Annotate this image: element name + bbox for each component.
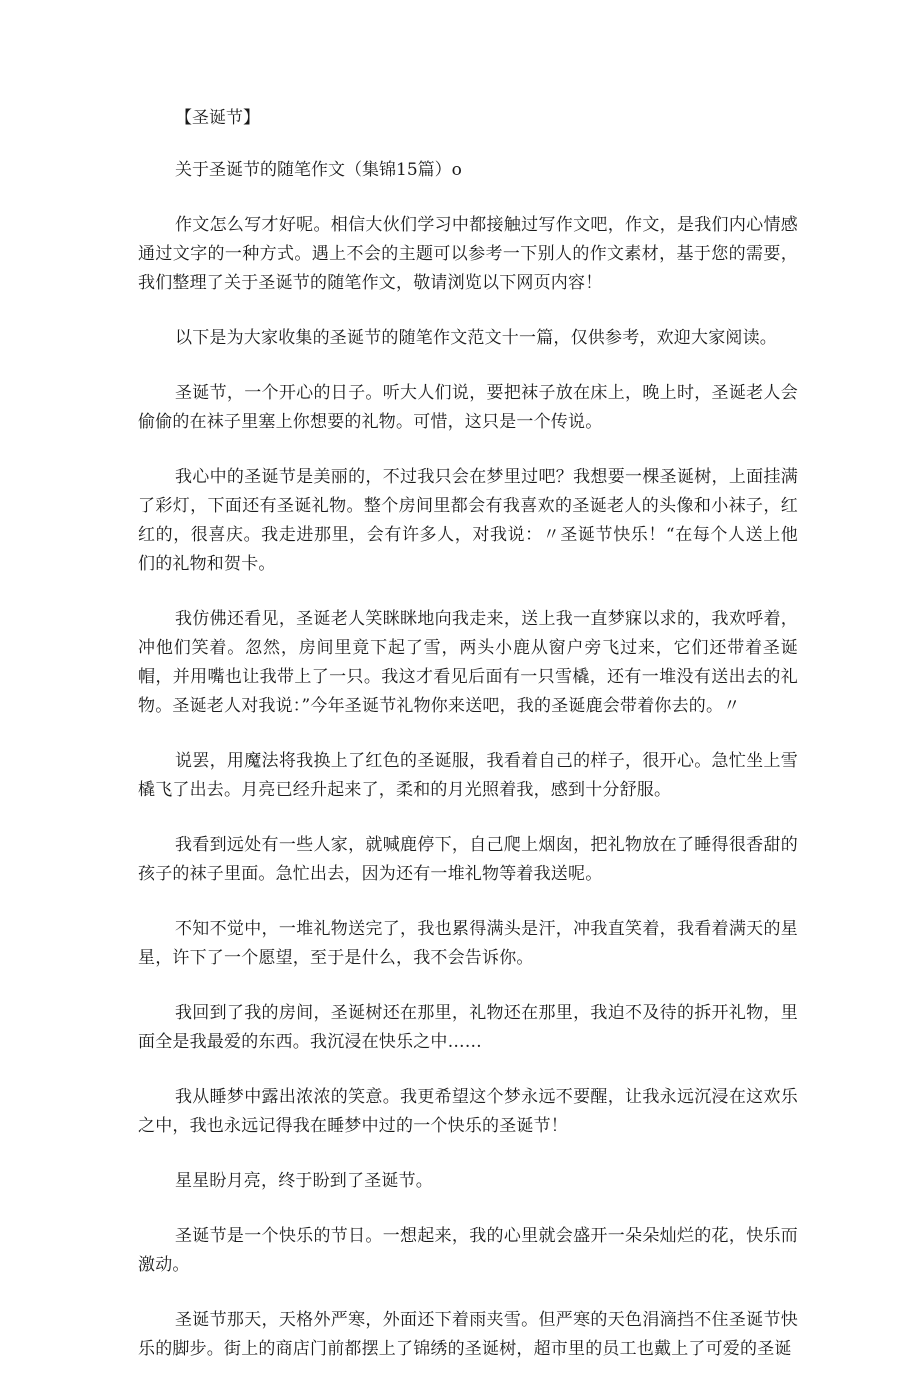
document-body xyxy=(138,104,798,1390)
paragraph-9: 我回到了我的房间，圣诞树还在那里，礼物还在那里，我迫不及待的拆开礼物，里面全是我最爱的东西。我沉浸在快乐之中…… xyxy=(138,1003,798,1052)
document-title: 关于圣诞节的随笔作文（集锦15篇）o xyxy=(175,160,462,180)
paragraph-7: 我看到远处有一些人家，就喊鹿停下，自己爬上烟囱，把礼物放在了睡得很香甜的孩子的袜子里面。急忙出去，因为还有一堆礼物等着我送呢。 xyxy=(138,835,798,884)
paragraph-3: 圣诞节，一个开心的日子。听大人们说，要把袜子放在床上，晚上时，圣诞老人会偷偷的在袜子里塞上你想要的礼物。可惜，这只是一个传说。 xyxy=(138,383,798,432)
paragraph-4: 我心中的圣诞节是美丽的，不过我只会在梦里过吧？我想要一棵圣诞树，上面挂满了彩灯，下面还有圣诞礼物。整个房间里都会有我喜欢的圣诞老人的头像和小袜子，红红的，很喜庆。我走进那里，会有许多人，对我说：〃圣诞节快乐！“在每个人送上他们的礼物和贺卡。 xyxy=(138,467,798,574)
paragraph-11: 星星盼月亮，终于盼到了圣诞节。 xyxy=(175,1171,433,1191)
paragraph-8: 不知不觉中，一堆礼物送完了，我也累得满头是汗，冲我直笑着，我看着满天的星星，许下了一个愿望，至于是什么，我不会告诉你。 xyxy=(138,919,798,968)
paragraph-12: 圣诞节是一个快乐的节日。一想起来，我的心里就会盛开一朵朵灿烂的花，快乐而激动。 xyxy=(138,1226,798,1275)
paragraph-13: 圣诞节那天，天格外严寒，外面还下着雨夹雪。但严寒的天色涓滴挡不住圣诞节快乐的脚步。街上的商店门前都摆上了锦绣的圣诞树，超市里的员工也戴上了可爱的圣诞 xyxy=(138,1310,798,1359)
section-marker: 【圣诞节】 xyxy=(175,108,260,128)
paragraph-2: 以下是为大家收集的圣诞节的随笔作文范文十一篇，仅供参考，欢迎大家阅读。 xyxy=(175,328,777,348)
paragraph-1: 作文怎么写才好呢。相信大伙们学习中都接触过写作文吧，作文，是我们内心情感通过文字的一种方式。遇上不会的主题可以参考一下别人的作文素材，基于您的需要，我们整理了关于圣诞节的随笔作文，敬请浏览以下网页内容！ xyxy=(138,215,798,293)
paragraph-10: 我从睡梦中露出浓浓的笑意。我更希望这个梦永远不要醒，让我永远沉浸在这欢乐之中，我也永远记得我在睡梦中过的一个快乐的圣诞节！ xyxy=(138,1087,798,1136)
paragraph-6: 说罢，用魔法将我换上了红色的圣诞服，我看着自己的样子，很开心。急忙坐上雪橇飞了出去。月亮已经升起来了，柔和的月光照着我，感到十分舒服。 xyxy=(138,751,798,800)
paragraph-5: 我仿佛还看见，圣诞老人笑眯眯地向我走来，送上我一直梦寐以求的，我欢呼着，冲他们笑着。忽然，房间里竟下起了雪，两头小鹿从窗户旁飞过来，它们还带着圣诞帽，并用嘴也让我带上了一只。我这才看见后面有一只雪橇，还有一堆没有送出去的礼物。圣诞老人对我说：”今年圣诞节礼物你来送吧，我的圣诞鹿会带着你去的。〃 xyxy=(138,609,798,716)
